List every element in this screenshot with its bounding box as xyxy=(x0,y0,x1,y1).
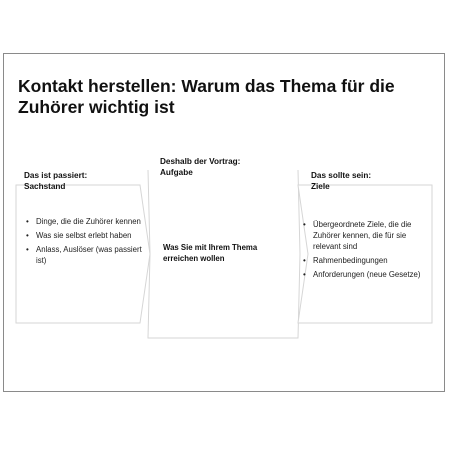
list-item: • Rahmenbedingungen xyxy=(303,255,423,266)
right-heading-line1: Das sollte sein: xyxy=(311,171,372,180)
list-item: • Was sie selbst erlebt haben xyxy=(26,230,146,241)
left-heading-line1: Das ist passiert: xyxy=(24,171,88,180)
right-bullet-list xyxy=(303,219,423,283)
right-heading-line2: Ziele xyxy=(311,182,330,191)
list-item: • Anforderungen (neue Gesetze) xyxy=(303,269,423,280)
right-heading xyxy=(311,170,431,192)
left-heading-line2: Sachstand xyxy=(24,182,66,191)
middle-heading-line2: Aufgabe xyxy=(160,168,193,177)
list-item: • Anlass, Auslöser (was passiert ist) xyxy=(26,244,146,266)
list-item: • Dinge, die die Zuhörer kennen xyxy=(26,216,146,227)
left-heading xyxy=(24,170,144,192)
center-body-text: Was Sie mit Ihrem Thema erreichen wollen xyxy=(163,243,258,263)
list-item: • Übergeordnete Ziele, die die Zuhörer kennen, die für sie relevant sind xyxy=(303,219,423,252)
slide-title: Kontakt herstellen: Warum das Thema für die Zuhörer wichtig ist xyxy=(18,76,395,117)
middle-heading xyxy=(160,156,280,178)
middle-heading-line1: Deshalb der Vortrag: xyxy=(160,157,241,166)
left-bullet-list xyxy=(26,216,146,269)
